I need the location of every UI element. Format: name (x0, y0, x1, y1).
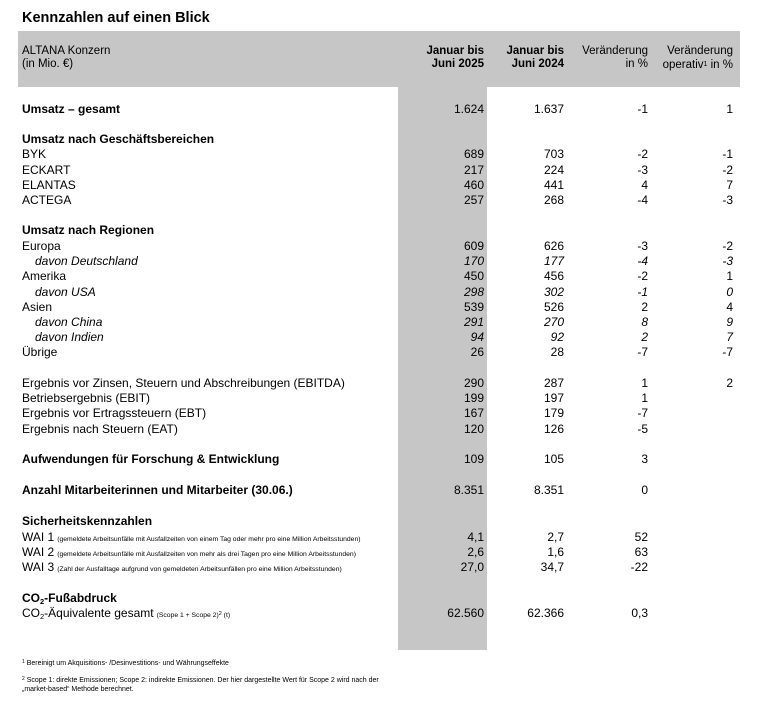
page-title: Kennzahlen auf einen Blick (22, 10, 210, 26)
col-header-2024 (472, 45, 564, 71)
row-uebrige: Übrige 26 28 -7 -7 (22, 345, 733, 359)
row-byk: BYK 689 703 -2 -1 (22, 147, 733, 161)
row-ebitda: Ergebnis vor Zinsen, Steuern und Abschreibungen (EBITDA) 290 287 1 2 (22, 376, 733, 390)
col-header-2025-line2: Juni 2025 (431, 58, 484, 70)
col-header-2025 (392, 45, 484, 71)
row-deutschland: davon Deutschland 170 177 -4 -3 (35, 254, 733, 268)
row-usa: davon USA 298 302 -1 0 (35, 285, 733, 299)
col-header-operative-change (644, 45, 733, 72)
row-wai2: WAI 2 (gemeldete Arbeitsunfälle mit Ausfallzeiten von mehr als drei Tagen pro eine Million Arbeitsstunden) 2,6 1,6 63 (22, 545, 648, 559)
col-header-operative-line2: operativ$^1$ in % (662, 59, 733, 71)
row-wai3: WAI 3 (Zahl der Ausfalltage aufgrund von gemeldeten Arbeitsunfällen pro eine Million Arbeitsstunden) 27,0 34,7 -22 (22, 560, 648, 574)
row-co2-aequivalente: CO2-Äquivalente gesamt (Scope 1 + Scope 2)$^2$ (t) 62.560 62.366 0,3 (22, 606, 648, 621)
footnote-2: $^2$ Scope 1: direkte Emissionen; Scope 2: indirekte Emissionen. Der hier dargestellte Wert für Scope 2 wird nach der „market-based“ Methode berechnet. (22, 676, 379, 693)
row-actega: ACTEGA 257 268 -4 -3 (22, 193, 733, 207)
footnote-1: $^1$ Bereinigt um Akquisitions- /Desinvestitions- und Währungseffekte (22, 659, 229, 667)
section-co2-fussabdruck: CO2-Fußabdruck (22, 591, 117, 606)
col-header-2024-line1: Januar bis (506, 45, 564, 57)
row-china: davon China 291 270 8 9 (35, 315, 733, 329)
col-header-operative-line1: Veränderung (667, 45, 733, 57)
row-amerika: Amerika 450 456 -2 1 (22, 269, 733, 283)
row-eckart: ECKART 217 224 -3 -2 (22, 163, 733, 177)
row-eat: Ergebnis nach Steuern (EAT) 120 126 -5 (22, 422, 648, 436)
row-europa: Europa 609 626 -3 -2 (22, 239, 733, 253)
row-mitarbeiter: Anzahl Mitarbeiterinnen und Mitarbeiter (30.06.) 8.351 8.351 0 (22, 483, 648, 497)
section-geschaeftsbereiche: Umsatz nach Geschäftsbereichen (22, 132, 215, 146)
section-sicherheitskennzahlen: Sicherheitskennzahlen (22, 514, 153, 528)
col-header-2024-line2: Juni 2024 (511, 58, 564, 70)
row-elantas: ELANTAS 460 441 4 7 (22, 178, 733, 192)
col-header-change-line1: Veränderung (582, 45, 648, 57)
section-regionen: Umsatz nach Regionen (22, 223, 155, 237)
entity-name: ALTANA Konzern (22, 45, 111, 57)
col-header-2025-line1: Januar bis (426, 45, 484, 57)
col-header-change-line2: in % (625, 58, 648, 70)
row-wai1: WAI 1 (gemeldete Arbeitsunfälle mit Ausfallzeiten von einem Tag oder mehr pro eine Million Arbeitsstunden) 4,1 2,7 52 (22, 530, 648, 544)
row-umsatz-gesamt: Umsatz – gesamt 1.624 1.637 -1 1 (22, 102, 733, 116)
unit-label: (in Mio. €) (22, 58, 74, 70)
row-ebit: Betriebsergebnis (EBIT) 199 197 1 (22, 391, 648, 405)
row-forschung-entwicklung: Aufwendungen für Forschung & Entwicklung 109 105 3 (22, 452, 648, 466)
row-indien: davon Indien 94 92 2 7 (35, 330, 733, 344)
col-header-change (560, 45, 648, 71)
row-ebt: Ergebnis vor Ertragssteuern (EBT) 167 179 -7 (22, 406, 648, 420)
row-asien: Asien 539 526 2 4 (22, 300, 733, 314)
table-header-entity (22, 45, 110, 71)
